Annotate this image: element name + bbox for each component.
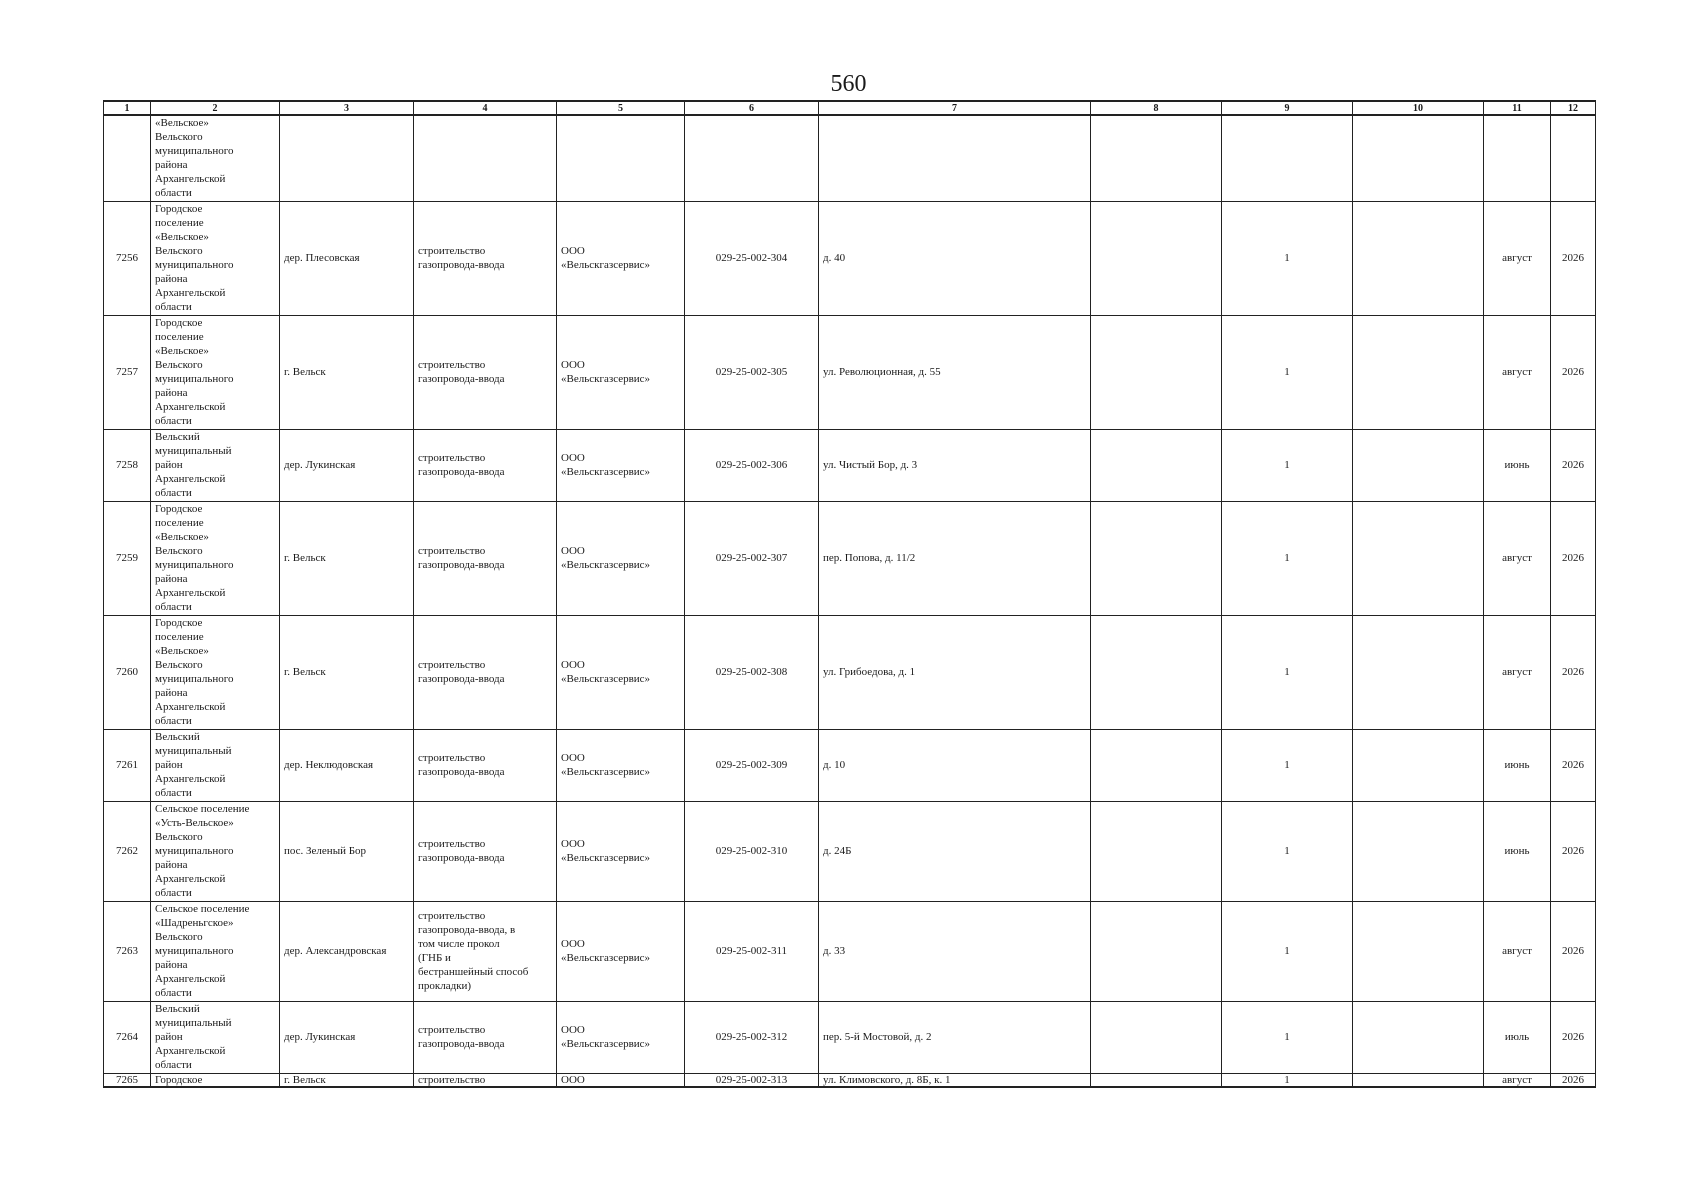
cell-col-12: 2026 xyxy=(1551,801,1596,901)
cell-col-10 xyxy=(1353,501,1484,615)
cell-col-9: 1 xyxy=(1222,801,1353,901)
cell-col-10 xyxy=(1353,315,1484,429)
cell-col-3: дер. Неклюдовская xyxy=(280,729,414,801)
cell-col-9: 1 xyxy=(1222,429,1353,501)
cell-col-2: Сельское поселение «Шадреньгское» Вельского муниципального района Архангельской области xyxy=(151,901,280,1001)
cell-col-7: д. 24Б xyxy=(819,801,1091,901)
cell-col-1: 7259 xyxy=(104,501,151,615)
cell-col-6: 029-25-002-308 xyxy=(685,615,819,729)
cell-col-3: дер. Александровская xyxy=(280,901,414,1001)
cell-col-8 xyxy=(1091,429,1222,501)
cell-col-5: ООО xyxy=(557,1073,685,1087)
cell-col-4: строительство газопровода-ввода xyxy=(414,501,557,615)
cell-col-5: ООО «Вельскгазсервис» xyxy=(557,1001,685,1073)
cell-col-1: 7265 xyxy=(104,1073,151,1087)
column-header-12: 12 xyxy=(1551,101,1596,115)
cell-col-12: 2026 xyxy=(1551,1001,1596,1073)
cell-col-11: август xyxy=(1484,901,1551,1001)
cell-col-8 xyxy=(1091,501,1222,615)
cell-col-10 xyxy=(1353,1073,1484,1087)
cell-col-11: август xyxy=(1484,1073,1551,1087)
cell-col-5: ООО «Вельскгазсервис» xyxy=(557,429,685,501)
cell-col-8 xyxy=(1091,201,1222,315)
cell-col-11: август xyxy=(1484,201,1551,315)
table-body xyxy=(104,115,1596,1087)
cell-col-7: д. 33 xyxy=(819,901,1091,1001)
cell-col-2: Городское xyxy=(151,1073,280,1087)
cell-col-3: г. Вельск xyxy=(280,501,414,615)
cell-col-10 xyxy=(1353,901,1484,1001)
cell-col-10 xyxy=(1353,615,1484,729)
cell-col-9: 1 xyxy=(1222,1073,1353,1087)
cell-col-9 xyxy=(1222,115,1353,201)
cell-col-10 xyxy=(1353,115,1484,201)
table-row xyxy=(104,1073,1596,1087)
cell-col-5: ООО «Вельскгазсервис» xyxy=(557,501,685,615)
cell-col-6: 029-25-002-311 xyxy=(685,901,819,1001)
cell-col-2: Городское поселение «Вельское» Вельского муниципального района Архангельской области xyxy=(151,201,280,315)
cell-col-9: 1 xyxy=(1222,501,1353,615)
column-header-3: 3 xyxy=(280,101,414,115)
cell-col-4: строительство газопровода-ввода xyxy=(414,1001,557,1073)
cell-col-12: 2026 xyxy=(1551,429,1596,501)
cell-col-5: ООО «Вельскгазсервис» xyxy=(557,901,685,1001)
cell-col-12: 2026 xyxy=(1551,315,1596,429)
cell-col-3: дер. Лукинская xyxy=(280,429,414,501)
cell-col-12: 2026 xyxy=(1551,501,1596,615)
cell-col-8 xyxy=(1091,801,1222,901)
cell-col-9: 1 xyxy=(1222,1001,1353,1073)
column-header-10: 10 xyxy=(1353,101,1484,115)
table-row xyxy=(104,429,1596,501)
cell-col-6: 029-25-002-312 xyxy=(685,1001,819,1073)
table-row xyxy=(104,315,1596,429)
table-row xyxy=(104,501,1596,615)
cell-col-2: «Вельское» Вельского муниципального района Архангельской области xyxy=(151,115,280,201)
cell-col-1: 7262 xyxy=(104,801,151,901)
cell-col-4: строительство газопровода-ввода xyxy=(414,615,557,729)
cell-col-2: Городское поселение «Вельское» Вельского муниципального района Архангельской области xyxy=(151,315,280,429)
cell-col-11: июнь xyxy=(1484,429,1551,501)
cell-col-7: пер. 5-й Мостовой, д. 2 xyxy=(819,1001,1091,1073)
cell-col-3: дер. Лукинская xyxy=(280,1001,414,1073)
cell-col-6: 029-25-002-310 xyxy=(685,801,819,901)
cell-col-2: Городское поселение «Вельское» Вельского муниципального района Архангельской области xyxy=(151,501,280,615)
cell-col-11: август xyxy=(1484,501,1551,615)
cell-col-2: Городское поселение «Вельское» Вельского муниципального района Архангельской области xyxy=(151,615,280,729)
column-header-2: 2 xyxy=(151,101,280,115)
column-header-5: 5 xyxy=(557,101,685,115)
cell-col-6: 029-25-002-309 xyxy=(685,729,819,801)
cell-col-4: строительство газопровода-ввода, в том числе прокол (ГНБ и бестраншейный способ прокладки) xyxy=(414,901,557,1001)
cell-col-8 xyxy=(1091,1073,1222,1087)
cell-col-3: г. Вельск xyxy=(280,1073,414,1087)
cell-col-7: ул. Чистый Бор, д. 3 xyxy=(819,429,1091,501)
column-header-8: 8 xyxy=(1091,101,1222,115)
table-row xyxy=(104,1001,1596,1073)
cell-col-8 xyxy=(1091,115,1222,201)
cell-col-1 xyxy=(104,115,151,201)
cell-col-12 xyxy=(1551,115,1596,201)
table-row xyxy=(104,115,1596,201)
column-number-header-row xyxy=(104,101,1596,115)
column-header-1: 1 xyxy=(104,101,151,115)
table-row xyxy=(104,901,1596,1001)
cell-col-10 xyxy=(1353,201,1484,315)
cell-col-4: строительство газопровода-ввода xyxy=(414,201,557,315)
cell-col-4: строительство xyxy=(414,1073,557,1087)
cell-col-8 xyxy=(1091,615,1222,729)
cell-col-11: август xyxy=(1484,315,1551,429)
cell-col-5: ООО «Вельскгазсервис» xyxy=(557,729,685,801)
cell-col-8 xyxy=(1091,1001,1222,1073)
cell-col-1: 7261 xyxy=(104,729,151,801)
cell-col-3: пос. Зеленый Бор xyxy=(280,801,414,901)
cell-col-5: ООО «Вельскгазсервис» xyxy=(557,315,685,429)
cell-col-7: д. 10 xyxy=(819,729,1091,801)
cell-col-9: 1 xyxy=(1222,615,1353,729)
cell-col-9: 1 xyxy=(1222,901,1353,1001)
cell-col-6 xyxy=(685,115,819,201)
cell-col-12: 2026 xyxy=(1551,201,1596,315)
cell-col-1: 7257 xyxy=(104,315,151,429)
cell-col-12: 2026 xyxy=(1551,729,1596,801)
cell-col-5: ООО «Вельскгазсервис» xyxy=(557,615,685,729)
cell-col-10 xyxy=(1353,429,1484,501)
cell-col-3: г. Вельск xyxy=(280,615,414,729)
column-header-4: 4 xyxy=(414,101,557,115)
gas-pipeline-schedule-table xyxy=(103,100,1596,1088)
cell-col-6: 029-25-002-313 xyxy=(685,1073,819,1087)
cell-col-1: 7258 xyxy=(104,429,151,501)
cell-col-3: дер. Плесовская xyxy=(280,201,414,315)
cell-col-3: г. Вельск xyxy=(280,315,414,429)
cell-col-2: Вельский муниципальный район Архангельской области xyxy=(151,429,280,501)
cell-col-3 xyxy=(280,115,414,201)
cell-col-5 xyxy=(557,115,685,201)
cell-col-5: ООО «Вельскгазсервис» xyxy=(557,801,685,901)
cell-col-7: ул. Грибоедова, д. 1 xyxy=(819,615,1091,729)
cell-col-7: пер. Попова, д. 11/2 xyxy=(819,501,1091,615)
cell-col-9: 1 xyxy=(1222,201,1353,315)
cell-col-4: строительство газопровода-ввода xyxy=(414,801,557,901)
cell-col-6: 029-25-002-305 xyxy=(685,315,819,429)
column-header-9: 9 xyxy=(1222,101,1353,115)
cell-col-6: 029-25-002-307 xyxy=(685,501,819,615)
cell-col-10 xyxy=(1353,801,1484,901)
cell-col-9: 1 xyxy=(1222,729,1353,801)
cell-col-2: Вельский муниципальный район Архангельской области xyxy=(151,729,280,801)
cell-col-1: 7263 xyxy=(104,901,151,1001)
table-row xyxy=(104,615,1596,729)
table-row xyxy=(104,729,1596,801)
cell-col-4: строительство газопровода-ввода xyxy=(414,729,557,801)
cell-col-2: Вельский муниципальный район Архангельской области xyxy=(151,1001,280,1073)
column-header-6: 6 xyxy=(685,101,819,115)
cell-col-2: Сельское поселение «Усть-Вельское» Вельского муниципального района Архангельской области xyxy=(151,801,280,901)
cell-col-12: 2026 xyxy=(1551,1073,1596,1087)
cell-col-10 xyxy=(1353,729,1484,801)
cell-col-11 xyxy=(1484,115,1551,201)
cell-col-6: 029-25-002-306 xyxy=(685,429,819,501)
column-header-7: 7 xyxy=(819,101,1091,115)
table-row xyxy=(104,201,1596,315)
cell-col-6: 029-25-002-304 xyxy=(685,201,819,315)
cell-col-10 xyxy=(1353,1001,1484,1073)
cell-col-7 xyxy=(819,115,1091,201)
cell-col-9: 1 xyxy=(1222,315,1353,429)
cell-col-1: 7256 xyxy=(104,201,151,315)
cell-col-7: ул. Климовского, д. 8Б, к. 1 xyxy=(819,1073,1091,1087)
cell-col-8 xyxy=(1091,729,1222,801)
cell-col-8 xyxy=(1091,901,1222,1001)
cell-col-11: июль xyxy=(1484,1001,1551,1073)
cell-col-4: строительство газопровода-ввода xyxy=(414,429,557,501)
cell-col-5: ООО «Вельскгазсервис» xyxy=(557,201,685,315)
cell-col-12: 2026 xyxy=(1551,615,1596,729)
column-header-11: 11 xyxy=(1484,101,1551,115)
cell-col-4: строительство газопровода-ввода xyxy=(414,315,557,429)
cell-col-11: август xyxy=(1484,615,1551,729)
cell-col-11: июнь xyxy=(1484,801,1551,901)
cell-col-7: д. 40 xyxy=(819,201,1091,315)
cell-col-11: июнь xyxy=(1484,729,1551,801)
cell-col-1: 7260 xyxy=(104,615,151,729)
page-number: 560 xyxy=(830,71,867,97)
cell-col-8 xyxy=(1091,315,1222,429)
cell-col-12: 2026 xyxy=(1551,901,1596,1001)
cell-col-7: ул. Революционная, д. 55 xyxy=(819,315,1091,429)
cell-col-1: 7264 xyxy=(104,1001,151,1073)
cell-col-4 xyxy=(414,115,557,201)
table-row xyxy=(104,801,1596,901)
